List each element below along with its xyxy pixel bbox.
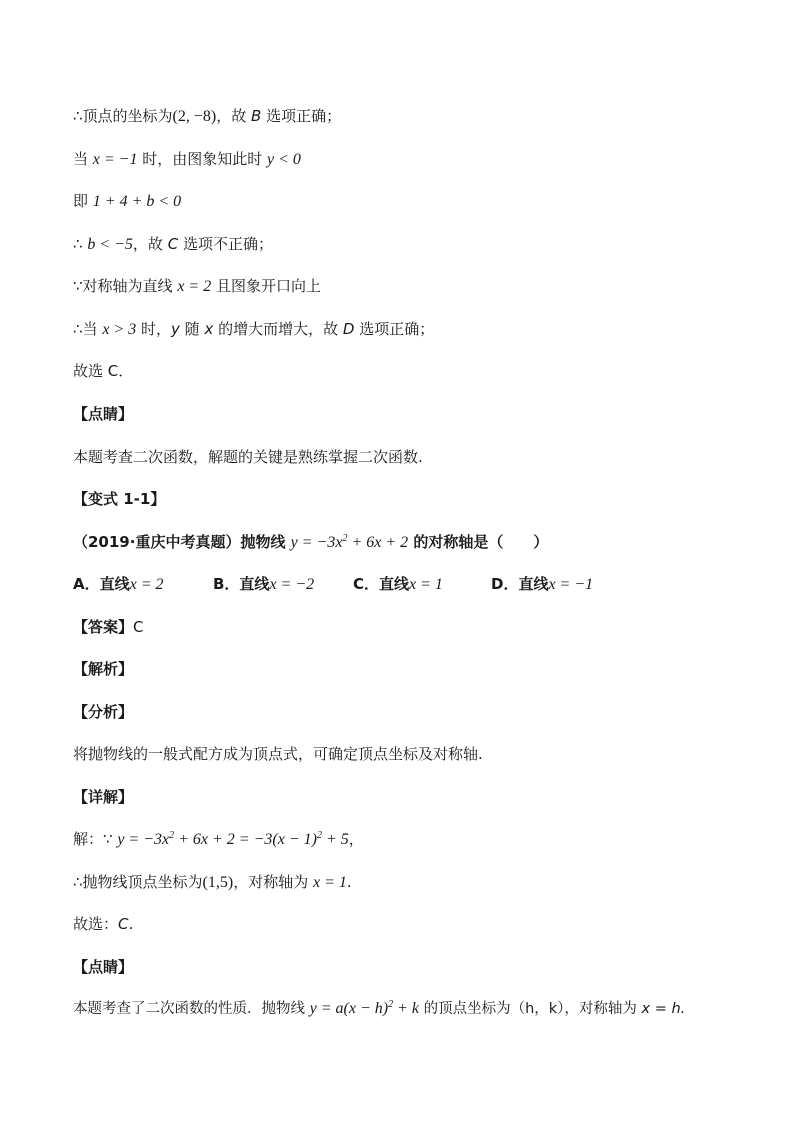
text: x = h. bbox=[641, 1001, 686, 1017]
math-expression: x = 2 bbox=[177, 278, 212, 295]
line-inequality bbox=[73, 190, 754, 213]
math-expression: x = 1 bbox=[312, 874, 347, 891]
text: 将抛物线的一般式配方成为顶点式，可确定顶点坐标及对称轴. bbox=[73, 745, 483, 763]
line-vertex-result bbox=[73, 871, 754, 894]
variable: x bbox=[204, 320, 214, 338]
answer-value: C bbox=[133, 618, 144, 636]
line-final-choice bbox=[73, 913, 754, 935]
text: ，故 bbox=[132, 235, 168, 253]
text: 本题考查了二次函数的性质．抛物线 bbox=[73, 1001, 310, 1017]
text: 的顶点坐标为（h，k），对称轴为 bbox=[418, 1001, 642, 1017]
text: ∴抛物线顶点坐标为 bbox=[73, 873, 203, 891]
section-heading-dianjing bbox=[73, 403, 754, 425]
text: （2019·重庆中考真题）抛物线 bbox=[73, 533, 291, 551]
line-when-x bbox=[73, 148, 754, 171]
text: 且图象开口向上 bbox=[211, 277, 321, 295]
option-d: D．直线x = −1 bbox=[491, 575, 594, 593]
math-expression: $y = a(x - h)^2 + k$ bbox=[309, 999, 419, 1017]
heading: 【分析】 bbox=[73, 703, 134, 721]
section-heading-fenxi bbox=[73, 701, 754, 723]
question-options bbox=[73, 573, 754, 596]
text: 选项正确； bbox=[354, 320, 435, 338]
question-stem bbox=[73, 531, 754, 554]
heading: 【点睛】 bbox=[73, 958, 134, 976]
text: 解：∵ bbox=[73, 830, 118, 848]
text: 故选 C． bbox=[73, 362, 134, 380]
math-expression: $y = -3x^2 + 6x + 2 = -3(x - 1)^2 + 5$ bbox=[117, 830, 349, 848]
option-c: C．直线x = 1 bbox=[353, 575, 443, 593]
text: 的增大而增大，故 bbox=[213, 320, 343, 338]
text: 本题考查二次函数，解题的关键是熟练掌握二次函数. bbox=[73, 448, 423, 466]
text: 的对称轴是（ ） bbox=[408, 533, 549, 551]
line-choose-c bbox=[73, 360, 754, 382]
line-summary bbox=[73, 446, 754, 468]
text: 当 bbox=[73, 150, 93, 168]
answer-label: 【答案】 bbox=[73, 618, 134, 636]
text: . bbox=[128, 915, 134, 933]
text: ∵对称轴为直线 bbox=[73, 277, 178, 295]
text: 时， bbox=[136, 320, 171, 338]
variable: y bbox=[171, 320, 180, 338]
text: ∴顶点的坐标为 bbox=[73, 107, 173, 125]
section-heading-analysis bbox=[73, 658, 754, 680]
heading: 【详解】 bbox=[73, 788, 134, 806]
option-b: B．直线x = −2 bbox=[213, 575, 315, 593]
section-heading-detail bbox=[73, 786, 754, 808]
text: ∴当 bbox=[73, 320, 103, 338]
math-expression: 1 + 4 + b < 0 bbox=[92, 193, 182, 210]
text: ，故 bbox=[216, 107, 252, 125]
heading: 【点睛】 bbox=[73, 405, 134, 423]
math-expression: (1,5) bbox=[202, 874, 234, 891]
text: ， bbox=[348, 830, 364, 848]
line-increasing bbox=[73, 318, 754, 341]
text: 选项正确； bbox=[261, 107, 342, 125]
option-letter: C bbox=[118, 915, 129, 933]
option-letter: C bbox=[167, 235, 179, 253]
math-expression: y < 0 bbox=[267, 151, 301, 168]
heading: 【变式 1-1】 bbox=[73, 490, 166, 508]
option-a: A．直线x = 2 bbox=[73, 575, 164, 593]
section-heading-variant bbox=[73, 488, 754, 510]
text: . bbox=[346, 873, 352, 891]
text: ，对称轴为 bbox=[233, 873, 313, 891]
option-letter: D bbox=[342, 320, 355, 338]
section-heading-dianjing-2 bbox=[73, 956, 754, 978]
line-vertex-coordinate bbox=[73, 105, 754, 128]
math-expression: x > 3 bbox=[102, 321, 137, 338]
line-axis bbox=[73, 275, 754, 298]
line-property bbox=[73, 998, 754, 1020]
text: 随 bbox=[179, 320, 205, 338]
math-expression: b < −5 bbox=[87, 236, 133, 253]
text: 即 bbox=[73, 192, 93, 210]
math-expression: $y = -3x^2 + 6x + 2$ bbox=[290, 533, 409, 551]
heading: 【解析】 bbox=[73, 660, 134, 678]
line-b-less bbox=[73, 233, 754, 256]
math-expression: (2, −8) bbox=[172, 108, 217, 125]
text: 时，由图象知此时 bbox=[137, 150, 268, 168]
math-expression: x = −1 bbox=[92, 151, 138, 168]
line-answer bbox=[73, 616, 754, 638]
line-method bbox=[73, 743, 754, 765]
text: 选项不正确； bbox=[178, 235, 273, 253]
text: ∴ bbox=[73, 235, 88, 253]
option-letter: B bbox=[251, 107, 262, 125]
text: 故选： bbox=[73, 915, 119, 933]
line-solution bbox=[73, 828, 754, 851]
